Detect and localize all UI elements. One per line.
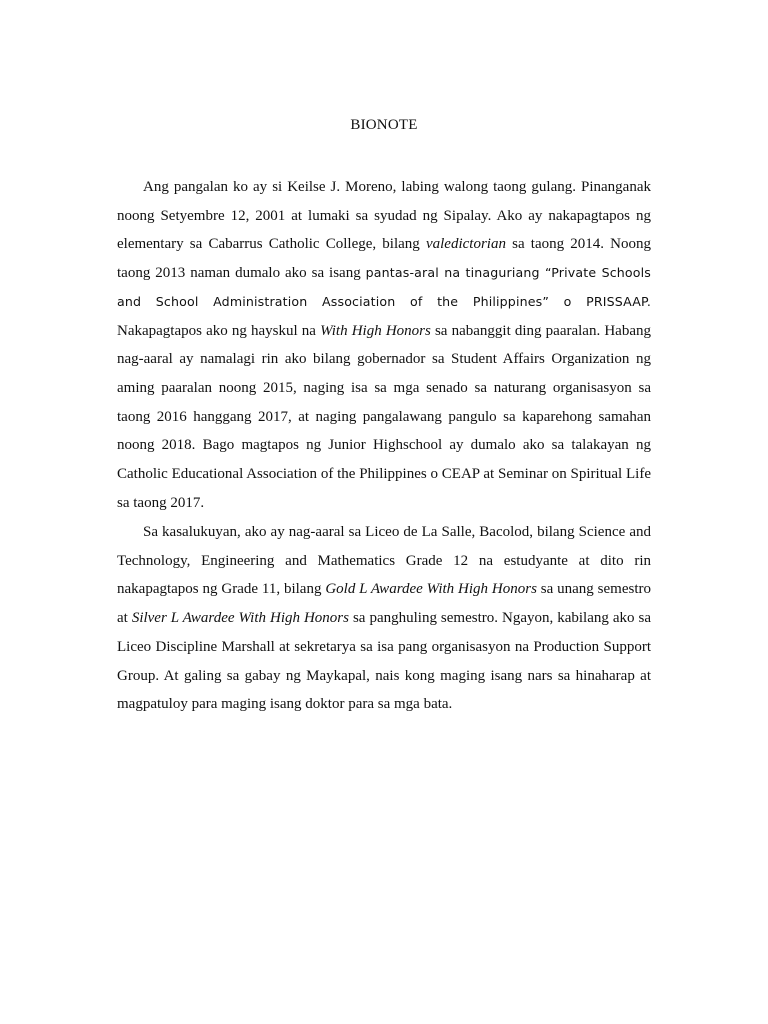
paragraph-current-studies <box>117 518 651 719</box>
text-run: Ang pangalan ko ay si Keilse J. Moreno, labing walong taong gulang. Pinanganak noong Setyembre 12, 2001 at lumaki sa syudad ng Sipalay. Ako ay nakapagtapos ng elementary sa Cabarrus Catholic College, bilang <box>117 179 651 253</box>
italic-run: Gold L Awardee With High Honors <box>325 581 537 598</box>
text-run: Nakapagtapos ako ng hayskul na <box>117 322 321 339</box>
text-run: sa panghuling semestro. Ngayon, kabilang ako sa Liceo Discipline Marshall at sekretarya sa isa pang organisasyon na Production Support Group. At galing sa gabay ng Maykapal, nais kong maging isang nars sa hinaharap at magpatuloy para maging isang doktor para sa mga bata. <box>117 610 651 713</box>
paragraph-personal-background <box>117 173 651 517</box>
text-run: sa nabanggit ding paaralan. Habang nag-aaral ay namalagi rin ako bilang gobernador sa Student Affairs Organization ng aming paaralan noong 2015, naging isa sa mga senado sa naturang organisasyon sa taong 2016 hanggang 2017, at naging pangalawang pangulo sa kaparehong samahan noong 2018. Bago magtapos ng Junior Highschool ay dumalo ako sa talakayan ng Catholic Educational Association of the Philippines o CEAP at Seminar on Spiritual Life sa taong 2017. <box>117 322 651 511</box>
text-run: sa taong 2014. Noong taong 2013 naman dumalo ako sa isang <box>117 236 651 282</box>
italic-run: With High Honors <box>320 322 431 339</box>
sans-serif-run: pantas-aral na tinaguriang “Private Schools and School Administration Association of the Philippines” o PRISSAAP. <box>117 265 651 309</box>
document-title: BIONOTE <box>350 117 418 133</box>
italic-run: valedictorian <box>425 236 506 253</box>
text-run: Sa kasalukuyan, ako ay nag-aaral sa Liceo de La Salle, Bacolod, bilang Science and Technology, Engineering and Mathematics Grade 12 na estudyante at dito rin nakapagtapos ng Grade 11, bilang <box>117 524 651 598</box>
text-run: sa unang semestro at <box>117 581 651 627</box>
italic-run: Silver L Awardee With High Honors <box>131 610 349 627</box>
